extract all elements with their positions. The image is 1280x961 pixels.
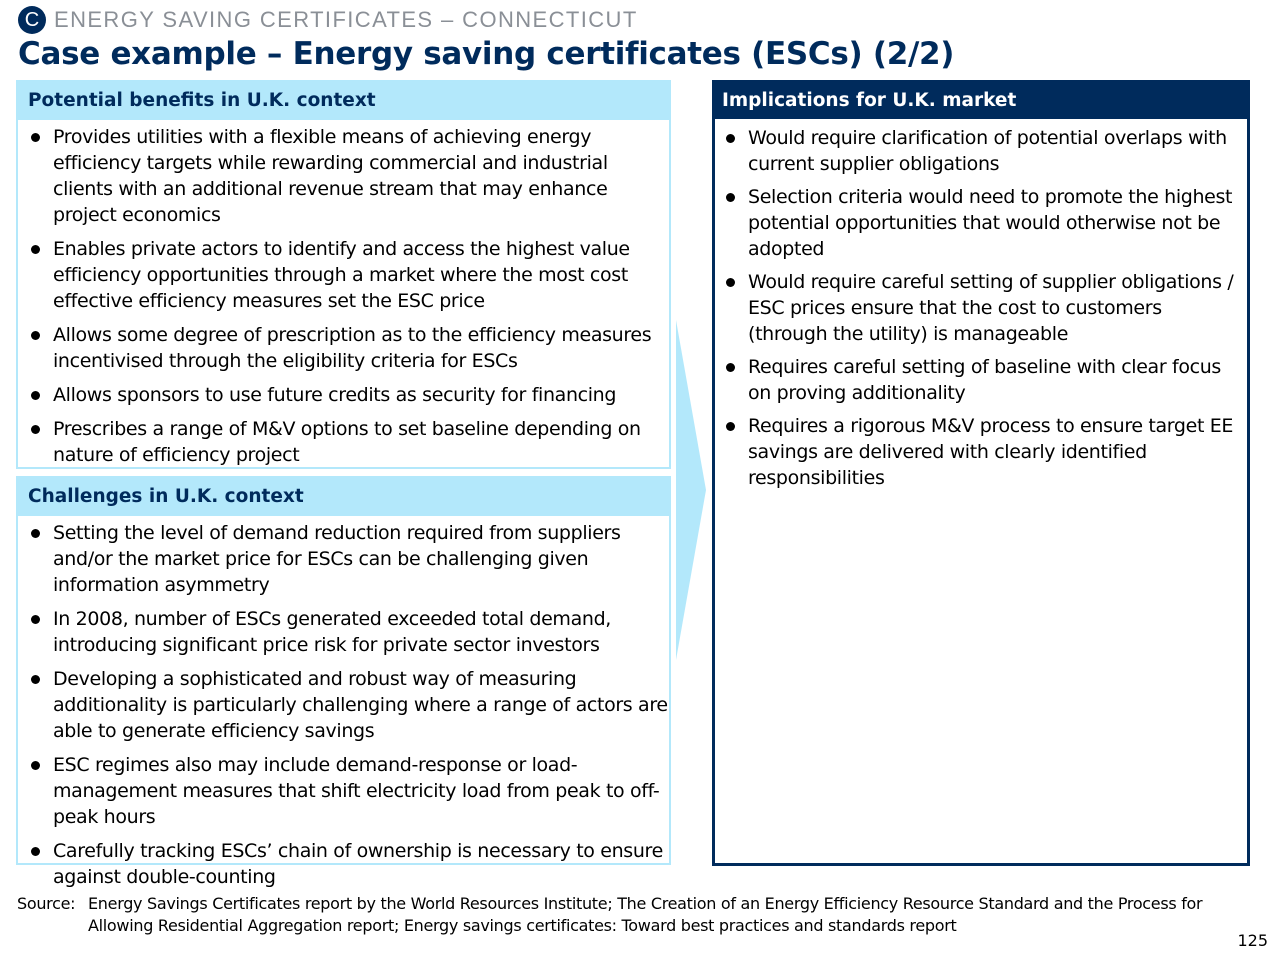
- benefits-list: [18, 120, 669, 468]
- list-item: Selection criteria would need to promote the highest potential opportunities that would otherwise not be adopted: [715, 184, 1241, 262]
- source-text: Energy Savings Certificates report by the World Resources Institute; The Creation of an Energy Efficiency Resource Standard and the Process for Allowing Residential Aggregation report; Energy savings certificates: Toward best practices and standards report: [88, 894, 1203, 935]
- challenges-list: [18, 516, 669, 890]
- list-item: Enables private actors to identify and access the highest value efficiency opportunities through a market where the most cost effective efficiency measures set the ESC price: [18, 236, 669, 314]
- benefits-heading: Potential benefits in U.K. context: [18, 82, 669, 120]
- chevron-arrow-icon: [676, 320, 712, 660]
- list-item: In 2008, number of ESCs generated exceeded total demand, introducing significant price risk for private sector investors: [18, 606, 669, 658]
- list-item: Developing a sophisticated and robust way of measuring additionality is particularly challenging where a range of actors are able to generate efficiency savings: [18, 666, 669, 744]
- list-item: Would require clarification of potential overlaps with current supplier obligations: [715, 125, 1241, 177]
- implications-heading: Implications for U.K. market: [715, 83, 1247, 119]
- page-title: Case example – Energy saving certificates (ESCs) (2/2): [18, 36, 955, 72]
- section-title: ENERGY SAVING CERTIFICATES – CONNECTICUT: [54, 7, 638, 32]
- list-item: Requires careful setting of baseline with clear focus on proving additionality: [715, 354, 1241, 406]
- list-item: Allows some degree of prescription as to the efficiency measures incentivised through the eligibility criteria for ESCs: [18, 322, 669, 374]
- implications-list: [715, 119, 1247, 491]
- page-number: 125: [1237, 931, 1268, 950]
- list-item: ESC regimes also may include demand-response or load-management measures that shift electricity load from peak to off-peak hours: [18, 752, 669, 830]
- challenges-box: [16, 476, 671, 888]
- implications-box: [712, 80, 1250, 866]
- list-item: Would require careful setting of supplier obligations / ESC prices ensure that the cost to customers (through the utility) is manageable: [715, 269, 1241, 347]
- section-letter-badge: C: [18, 6, 46, 34]
- benefits-box: [16, 80, 671, 469]
- list-item: Setting the level of demand reduction required from suppliers and/or the market price for ESCs can be challenging given information asymmetry: [18, 520, 669, 598]
- challenges-heading: Challenges in U.K. context: [18, 478, 669, 516]
- list-item: Prescribes a range of M&V options to set baseline depending on nature of efficiency project: [18, 416, 669, 468]
- source-note: [17, 893, 1217, 937]
- list-item: Requires a rigorous M&V process to ensure target EE savings are delivered with clearly identified responsibilities: [715, 413, 1241, 491]
- list-item: Allows sponsors to use future credits as security for financing: [18, 382, 669, 408]
- list-item: Provides utilities with a flexible means of achieving energy efficiency targets while rewarding commercial and industrial clients with an additional revenue stream that may enhance project economics: [18, 124, 669, 228]
- list-item: Carefully tracking ESCs’ chain of ownership is necessary to ensure against double-counting: [18, 838, 669, 890]
- source-label: Source:: [17, 894, 76, 913]
